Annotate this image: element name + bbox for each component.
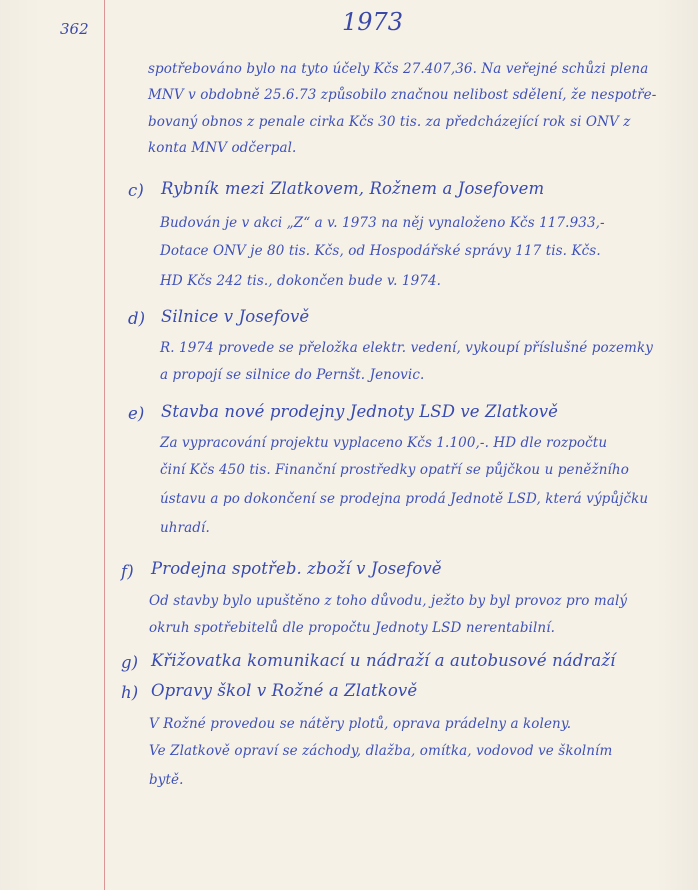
section-title: Prodejna spotřeb. zboží v Josefově (151, 559, 442, 578)
page-year-heading: 1973 (342, 8, 404, 36)
section-letter: e) (128, 404, 145, 423)
section-line: Za vypracování projektu vyplaceno Kčs 1.100,-. HD dle rozpočtu (160, 435, 608, 451)
section-line: Budován je v akci „Z“ a v. 1973 na něj vynaloženo Kčs 117.933,- (160, 215, 605, 231)
section-letter: g) (121, 653, 139, 672)
section-title: Stavba nové prodejny Jednoty LSD ve Zlatkově (161, 402, 559, 421)
intro-line: MNV v obdobně 25.6.73 způsobilo značnou nelibost sdělení, že nespotře- (148, 87, 657, 103)
section-line: Od stavby bylo upuštěno z toho důvodu, ježto by byl provoz pro malý (149, 593, 628, 609)
section-line: R. 1974 provede se přeložka elektr. vedení, vykoupí příslušné pozemky (160, 340, 653, 356)
section-line: uhradí. (160, 520, 210, 536)
section-line: okruh spotřebitelů dle propočtu Jednoty LSD nerentabilní. (149, 620, 555, 636)
section-letter: h) (121, 683, 139, 702)
margin-line (104, 0, 105, 890)
section-line: ústavu a po dokončení se prodejna prodá Jednotě LSD, která výpůjčku (160, 491, 649, 507)
section-title: Křižovatka komunikací u nádraží a autobusové nádraží (151, 651, 616, 670)
section-letter: d) (128, 309, 146, 328)
intro-line: bovaný obnos z penale cirka Kčs 30 tis. za předcházející rok si ONV z (148, 114, 631, 130)
intro-line: spotřebováno bylo na tyto účely Kčs 27.407,36. Na veřejné schůzi plena (148, 61, 649, 77)
section-title: Rybník mezi Zlatkovem, Rožnem a Josefovem (161, 179, 545, 198)
section-line: Dotace ONV je 80 tis. Kčs, od Hospodářské správy 117 tis. Kčs. (160, 243, 601, 259)
section-line: V Rožné provedou se nátěry plotů, oprava prádelny a koleny. (149, 716, 572, 732)
section-line: bytě. (149, 772, 184, 788)
section-line: HD Kčs 242 tis., dokončen bude v. 1974. (160, 273, 442, 289)
section-letter: c) (128, 181, 144, 200)
section-letter: f) (121, 562, 134, 581)
section-line: a propojí se silnice do Pernšt. Jenovic. (160, 367, 425, 383)
section-line: činí Kčs 450 tis. Finanční prostředky opatří se půjčkou u peněžního (160, 462, 629, 478)
intro-line: konta MNV odčerpal. (148, 140, 297, 156)
section-title: Silnice v Josefově (161, 307, 310, 326)
page-number: 362 (60, 20, 89, 38)
section-title: Opravy škol v Rožné a Zlatkově (151, 681, 418, 700)
section-line: Ve Zlatkově opraví se záchody, dlažba, omítka, vodovod ve školním (149, 743, 613, 759)
